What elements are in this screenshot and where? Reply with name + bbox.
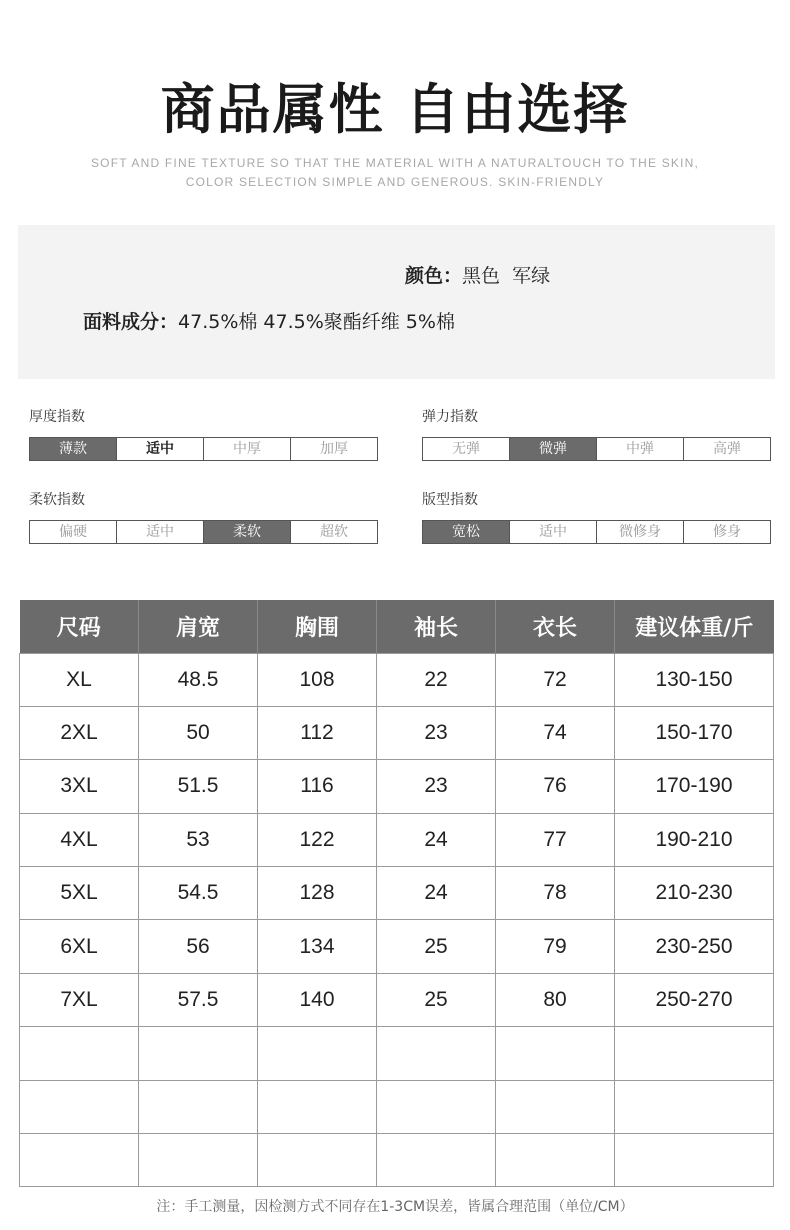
cell-weight: 190-210 (615, 813, 774, 866)
fit-option-loose: 宽松 (423, 521, 510, 543)
thickness-index-label: 厚度指数 (29, 409, 85, 425)
header-length: 衣长 (496, 600, 615, 653)
softness-index-label: 柔软指数 (29, 492, 85, 508)
cell-length (496, 1080, 615, 1133)
cell-chest (258, 1027, 377, 1080)
table-row (20, 1027, 774, 1080)
cell-shoulder: 50 (139, 706, 258, 759)
cell-length (496, 1027, 615, 1080)
thickness-index (29, 407, 378, 461)
fit-index (422, 490, 771, 544)
cell-chest: 108 (258, 653, 377, 706)
page-title: 商品属性 自由选择 (160, 78, 630, 141)
table-row (20, 653, 774, 706)
cell-weight (615, 1080, 774, 1133)
cell-chest: 140 (258, 973, 377, 1026)
softness-index (29, 490, 378, 544)
cell-shoulder: 54.5 (139, 867, 258, 920)
cell-shoulder: 48.5 (139, 653, 258, 706)
cell-length: 72 (496, 653, 615, 706)
cell-size: 3XL (20, 760, 139, 813)
thickness-option-thick: 加厚 (320, 441, 348, 457)
table-row (20, 813, 774, 866)
fit-option-regular: 适中 (510, 521, 597, 543)
cell-chest: 134 (258, 920, 377, 973)
cell-weight: 210-230 (615, 867, 774, 920)
cell-sleeve: 23 (377, 706, 496, 759)
cell-size: 6XL (20, 920, 139, 973)
cell-length: 77 (496, 813, 615, 866)
cell-length: 74 (496, 706, 615, 759)
page-subtitle (0, 154, 790, 192)
cell-sleeve: 25 (377, 920, 496, 973)
size-chart-body (20, 653, 774, 1187)
softness-option-super-soft: 超软 (320, 524, 348, 540)
subtitle-line-1: SOFT AND FINE TEXTURE SO THAT THE MATERIAL WITH A NATURALTOUCH TO THE SKIN, (90, 156, 700, 170)
table-row (20, 1134, 774, 1187)
softness-scale (29, 520, 378, 544)
elasticity-option-none: 无弹 (423, 438, 510, 460)
cell-weight (615, 1027, 774, 1080)
elasticity-option-medium: 中弹 (597, 438, 684, 460)
cell-length: 76 (496, 760, 615, 813)
cell-weight (615, 1134, 774, 1187)
cell-sleeve: 25 (377, 973, 496, 1026)
cell-size: 2XL (20, 706, 139, 759)
header-sleeve: 袖长 (377, 600, 496, 653)
cell-weight: 150-170 (615, 706, 774, 759)
thickness-option-medium: 适中 (117, 438, 204, 460)
fit-scale (422, 520, 771, 544)
cell-size: 5XL (20, 867, 139, 920)
softness-option-medium: 适中 (117, 521, 204, 543)
table-row (20, 973, 774, 1026)
cell-shoulder (139, 1027, 258, 1080)
thickness-option-mid-thick: 中厚 (204, 438, 291, 460)
thickness-scale (29, 437, 378, 461)
cell-chest: 112 (258, 706, 377, 759)
cell-shoulder: 57.5 (139, 973, 258, 1026)
cell-sleeve: 23 (377, 760, 496, 813)
fabric-label: 面料成分： (83, 311, 179, 333)
size-chart-header-row (20, 600, 774, 653)
cell-chest: 122 (258, 813, 377, 866)
measurement-note: 注：手工测量，因检测方式不同存在1-3CM误差，皆属合理范围（单位/CM） (156, 1199, 634, 1215)
cell-size (20, 1080, 139, 1133)
table-row (20, 867, 774, 920)
size-chart-table (19, 600, 774, 1187)
header-chest: 胸围 (258, 600, 377, 653)
attribute-panel (18, 225, 775, 379)
cell-size (20, 1027, 139, 1080)
color-attribute (405, 261, 550, 288)
softness-option-hard: 偏硬 (30, 521, 117, 543)
header-weight: 建议体重/斤 (615, 600, 774, 653)
cell-chest: 128 (258, 867, 377, 920)
fit-option-slim: 微修身 (597, 521, 684, 543)
cell-shoulder (139, 1134, 258, 1187)
fit-index-label: 版型指数 (422, 492, 478, 508)
cell-sleeve: 24 (377, 867, 496, 920)
cell-weight: 230-250 (615, 920, 774, 973)
cell-length: 79 (496, 920, 615, 973)
cell-shoulder: 56 (139, 920, 258, 973)
cell-sleeve: 22 (377, 653, 496, 706)
cell-length: 78 (496, 867, 615, 920)
cell-size (20, 1134, 139, 1187)
softness-option-soft: 柔软 (204, 521, 291, 543)
cell-size: XL (20, 653, 139, 706)
cell-weight: 250-270 (615, 973, 774, 1026)
table-row (20, 760, 774, 813)
cell-length: 80 (496, 973, 615, 1026)
elasticity-option-slight: 微弹 (510, 438, 597, 460)
color-value: 黑色 军绿 (462, 265, 551, 287)
cell-shoulder: 53 (139, 813, 258, 866)
fit-option-fitted: 修身 (713, 524, 741, 540)
cell-weight: 170-190 (615, 760, 774, 813)
cell-size: 4XL (20, 813, 139, 866)
cell-chest: 116 (258, 760, 377, 813)
cell-size: 7XL (20, 973, 139, 1026)
elasticity-index-label: 弹力指数 (422, 409, 478, 425)
thickness-option-thin: 薄款 (30, 438, 117, 460)
cell-weight: 130-150 (615, 653, 774, 706)
table-row (20, 920, 774, 973)
elasticity-scale (422, 437, 771, 461)
header-shoulder: 肩宽 (139, 600, 258, 653)
elasticity-option-high: 高弹 (713, 441, 741, 457)
cell-sleeve: 24 (377, 813, 496, 866)
table-row (20, 706, 774, 759)
cell-sleeve (377, 1080, 496, 1133)
cell-chest (258, 1134, 377, 1187)
cell-sleeve (377, 1134, 496, 1187)
cell-shoulder (139, 1080, 258, 1133)
cell-chest (258, 1080, 377, 1133)
table-row (20, 1080, 774, 1133)
cell-shoulder: 51.5 (139, 760, 258, 813)
header-size: 尺码 (20, 600, 139, 653)
fabric-value: 47.5%棉 47.5%聚酯纤维 5%棉 (178, 311, 455, 333)
elasticity-index (422, 407, 771, 461)
color-label: 颜色： (405, 265, 463, 287)
fabric-attribute (83, 307, 455, 334)
cell-sleeve (377, 1027, 496, 1080)
subtitle-line-2: COLOR SELECTION SIMPLE AND GENEROUS. SKIN-FRIENDLY (185, 175, 605, 189)
cell-length (496, 1134, 615, 1187)
